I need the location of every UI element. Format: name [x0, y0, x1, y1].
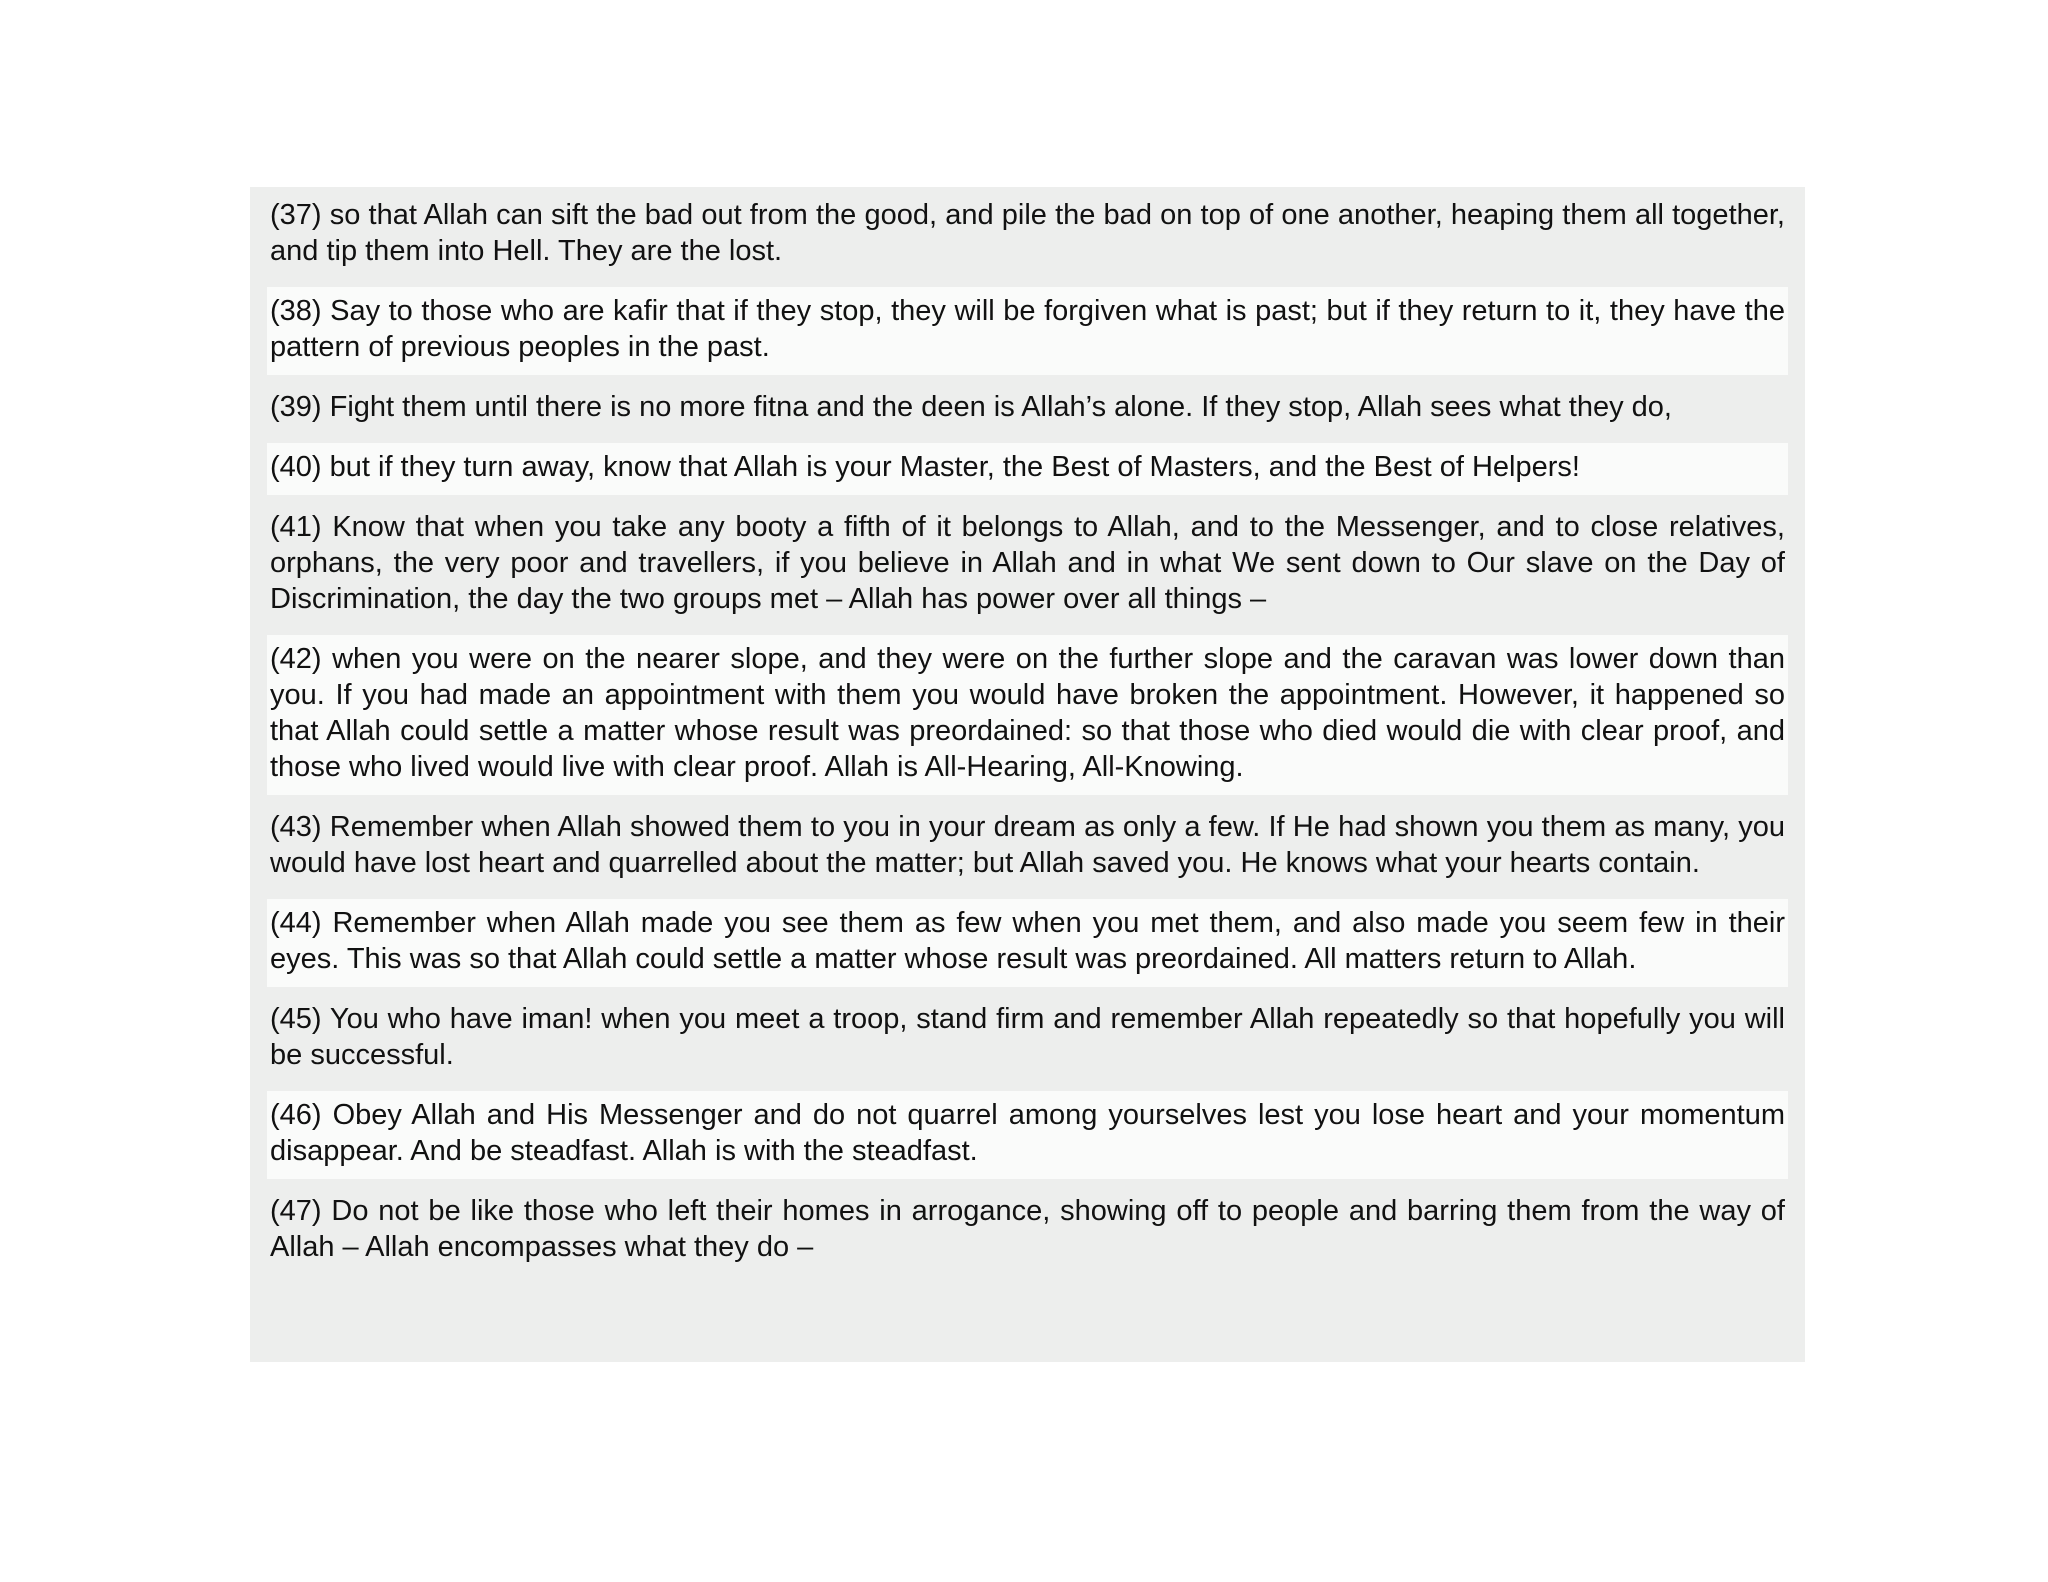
document-page [250, 187, 1805, 1362]
verse-40: (40) but if they turn away, know that Allah is your Master, the Best of Masters, and the Best of Helpers! [267, 443, 1788, 495]
verse-47: (47) Do not be like those who left their homes in arrogance, showing off to people and barring them from the way of Allah – Allah encompasses what they do – [267, 1187, 1788, 1275]
verse-39: (39) Fight them until there is no more fitna and the deen is Allah’s alone. If they stop, Allah sees what they do, [267, 383, 1788, 435]
verse-45: (45) You who have iman! when you meet a troop, stand firm and remember Allah repeatedly so that hopefully you will be successful. [267, 995, 1788, 1083]
verse-42: (42) when you were on the nearer slope, and they were on the further slope and the caravan was lower down than you. If you had made an appointment with them you would have broken the appointment. However, it happened so that Allah could settle a matter whose result was preordained: so that those who died would die with clear proof, and those who lived would live with clear proof. Allah is All-Hearing, All-Knowing. [267, 635, 1788, 795]
verse-41: (41) Know that when you take any booty a fifth of it belongs to Allah, and to the Messenger, and to close relatives, orphans, the very poor and travellers, if you believe in Allah and in what We sent down to Our slave on the Day of Discrimination, the day the two groups met – Allah has power over all things – [267, 503, 1788, 627]
verse-43: (43) Remember when Allah showed them to you in your dream as only a few. If He had shown you them as many, you would have lost heart and quarrelled about the matter; but Allah saved you. He knows what your hearts contain. [267, 803, 1788, 891]
verse-38: (38) Say to those who are kafir that if they stop, they will be forgiven what is past; but if they return to it, they have the pattern of previous peoples in the past. [267, 287, 1788, 375]
verse-44: (44) Remember when Allah made you see them as few when you met them, and also made you seem few in their eyes. This was so that Allah could settle a matter whose result was preordained. All matters return to Allah. [267, 899, 1788, 987]
verse-46: (46) Obey Allah and His Messenger and do not quarrel among yourselves lest you lose heart and your momentum disappear. And be steadfast. Allah is with the steadfast. [267, 1091, 1788, 1179]
verse-37: (37) so that Allah can sift the bad out from the good, and pile the bad on top of one another, heaping them all together, and tip them into Hell. They are the lost. [267, 191, 1788, 279]
